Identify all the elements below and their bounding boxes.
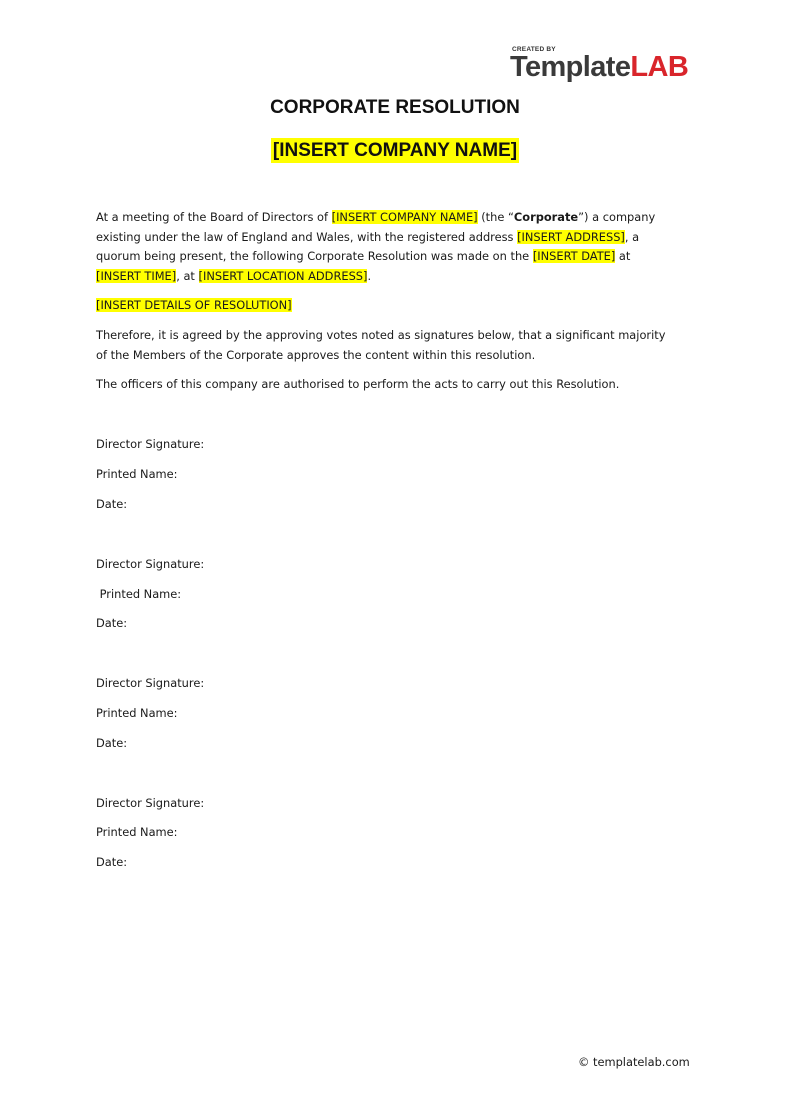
therefore-paragraph: Therefore, it is agreed by the approving votes noted as signatures below, that a significant majority of the Members of the Corporate approves the content within this resolution. (96, 328, 666, 362)
director-signature-label: Director Signature: (96, 557, 205, 571)
document-title: CORPORATE RESOLUTION (270, 97, 520, 118)
details-placeholder: [INSERT DETAILS OF RESOLUTION] (96, 298, 292, 312)
company-name-placeholder: [INSERT COMPANY NAME] (272, 140, 518, 161)
intro-paragraph (96, 208, 706, 286)
printed-name-label: Printed Name: (96, 825, 178, 839)
location-field: [INSERT LOCATION ADDRESS] (198, 268, 368, 283)
footer-copyright: © templatelab.com (578, 1055, 690, 1069)
printed-name-label: Printed Name: (96, 467, 178, 481)
date-field: [INSERT DATE] (532, 249, 616, 263)
director-signature-label: Director Signature: (96, 796, 205, 810)
date-label: Date: (96, 497, 128, 511)
logo-word-lab: LAB (630, 51, 689, 83)
intro-line-3: quorum being present, the following Corporate Resolution was made on the [INSERT DATE] at (96, 249, 631, 263)
director-signature-label: Director Signature: (96, 676, 205, 690)
logo-word-template: Template (510, 51, 631, 83)
director-signature-label: Director Signature: (96, 437, 205, 451)
logo-created-by: CREATED BY (512, 46, 556, 53)
details-paragraph (96, 296, 706, 316)
intro-line-2: existing under the law of England and Wales, with the registered address [INSERT ADDRESS], a (96, 229, 640, 244)
intro-line-1: At a meeting of the Board of Directors of [INSERT COMPANY NAME] (the “Corporate”) a company (96, 210, 656, 224)
address-field: [INSERT ADDRESS] (517, 229, 625, 244)
printed-name-label: Printed Name: (96, 706, 178, 720)
company-name-heading (0, 140, 790, 162)
intro-line-4: [INSERT TIME], at [INSERT LOCATION ADDRESS]. (96, 268, 372, 283)
company-name-field: [INSERT COMPANY NAME] (331, 210, 478, 224)
time-field: [INSERT TIME] (96, 268, 177, 283)
date-label: Date: (96, 855, 128, 869)
date-label: Date: (96, 736, 128, 750)
templatelab-logo (510, 46, 700, 90)
officers-paragraph: The officers of this company are authorised to perform the acts to carry out this Resolution. (96, 377, 620, 391)
printed-name-label: Printed Name: (96, 587, 182, 601)
date-label: Date: (96, 616, 128, 630)
logo-wordmark (510, 50, 688, 84)
